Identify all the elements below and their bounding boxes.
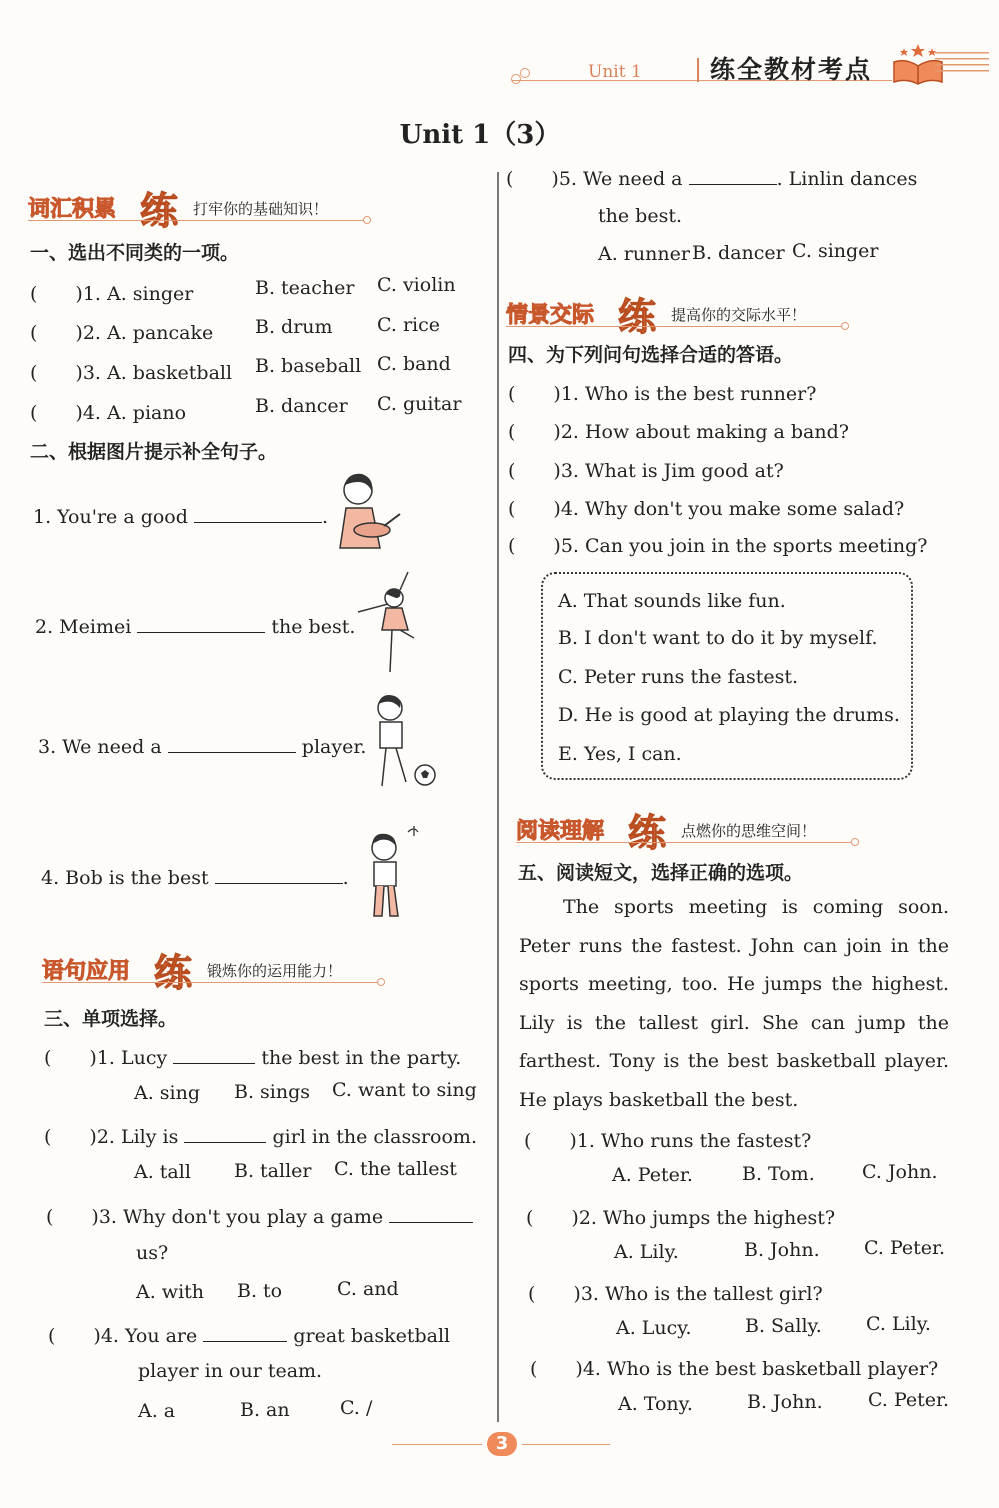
- option-b: B. John.: [744, 1239, 820, 1261]
- section-heading-2: 二、根据图片提示补全句子。: [30, 441, 278, 463]
- answer-option: D. He is good at playing the drums.: [558, 704, 900, 726]
- answer-blank[interactable]: [194, 506, 322, 523]
- option-b: B. Tom.: [742, 1163, 815, 1185]
- answer-blank[interactable]: [168, 736, 296, 753]
- answer-blank[interactable]: [389, 1206, 473, 1223]
- option-b: B. baseball: [255, 355, 362, 377]
- option-a: A. sing: [134, 1082, 201, 1104]
- option-c: C. /: [340, 1397, 373, 1419]
- banner-word: 阅读理解: [516, 819, 605, 844]
- question-text-line2: the best.: [598, 205, 682, 227]
- option-a: A. tall: [134, 1161, 191, 1183]
- dialog-question: ( )2. How about making a band?: [508, 421, 849, 443]
- answer-blank[interactable]: [137, 616, 265, 633]
- banner-word: 语句应用: [42, 959, 131, 984]
- sec2-item: [41, 867, 349, 889]
- option-b: B. teacher: [255, 277, 355, 299]
- option-b: B. sings: [234, 1081, 311, 1103]
- option-c: C. want to sing: [332, 1079, 477, 1101]
- sec2-item: [35, 616, 355, 638]
- banner-dot: [841, 322, 849, 330]
- option-c: C. rice: [377, 314, 440, 336]
- page-number-rule: [392, 1444, 482, 1445]
- reading-question: ( )1. Who runs the fastest?: [524, 1130, 812, 1152]
- question-text-end: us?: [136, 1242, 169, 1264]
- singer-boy-picture: [350, 822, 430, 922]
- question-text: ( )3. Why don't you play a game: [46, 1206, 384, 1228]
- banner-big: 练: [628, 811, 667, 855]
- question-text: ( )4. A. piano: [30, 402, 187, 424]
- option-b: B. dancer: [692, 242, 785, 264]
- sentence-end: player.: [301, 736, 367, 758]
- sec2-item: [38, 736, 366, 758]
- sec3-question-5: [506, 164, 917, 191]
- sentence-end: .: [321, 506, 328, 528]
- banner-sentence: [42, 940, 387, 995]
- banner-tag: 提高你的交际水平！: [671, 306, 807, 324]
- section-heading-3: 三、单项选择。: [44, 1008, 178, 1030]
- header-stripes: [935, 52, 989, 76]
- option-c: C. Peter.: [864, 1237, 946, 1259]
- option-b: B. an: [240, 1399, 290, 1421]
- banner-big: 练: [140, 189, 179, 233]
- option-a: A. Tony.: [618, 1393, 693, 1415]
- option-c: C. guitar: [377, 393, 462, 415]
- page-number-rule: [522, 1444, 610, 1445]
- banner-situation: [506, 284, 851, 339]
- sec3-question-2: [44, 1122, 477, 1149]
- banner-underline: [28, 220, 363, 221]
- banner-tag: 点燃你的思维空间！: [681, 822, 817, 840]
- option-a: A. Lucy.: [616, 1317, 692, 1339]
- reading-passage: The sports meeting is coming soon. Peter runs the fastest. John can join in the sports meeting, too. He jumps the highest. Lily is the tallest girl. She can jump the farthest. Tony is the best basketball player. He plays basketball the best.: [519, 896, 949, 1111]
- option-b: B. Sally.: [745, 1315, 822, 1337]
- option-b: B. John.: [747, 1391, 823, 1413]
- answer-option: B. I don't want to do it by myself.: [558, 627, 878, 649]
- page-title: Unit 1（3）: [399, 120, 561, 150]
- option-c: C. singer: [792, 240, 879, 262]
- answer-blank[interactable]: [203, 1325, 287, 1342]
- reading-question: ( )2. Who jumps the highest?: [526, 1207, 836, 1229]
- answer-option: C. Peter runs the fastest.: [558, 666, 799, 688]
- question-text: ( )5. We need a: [506, 168, 683, 190]
- answer-option: E. Yes, I can.: [558, 743, 682, 765]
- option-a: A. runner: [598, 243, 690, 265]
- banner-big: 练: [618, 295, 657, 339]
- question-text-end: girl in the classroom.: [272, 1126, 477, 1148]
- answer-blank[interactable]: [184, 1126, 266, 1143]
- option-b: B. taller: [234, 1160, 312, 1182]
- sec2-item: [33, 506, 328, 528]
- banner-word: 情景交际: [506, 303, 595, 328]
- question-text: ( )3. A. basketball: [30, 362, 233, 384]
- option-b: B. dancer: [255, 395, 348, 417]
- football-player-picture: [360, 688, 440, 794]
- section-heading-4: 四、为下列问句选择合适的答语。: [508, 344, 794, 366]
- option-a: A. Lily.: [614, 1241, 679, 1263]
- question-text: ( )1. Lucy: [44, 1047, 168, 1069]
- cook-girl-picture: [328, 468, 406, 556]
- sec3-question-4: [48, 1321, 450, 1348]
- banner-tag: 打牢你的基础知识！: [193, 200, 329, 218]
- question-text-end: . Linlin dances: [776, 168, 918, 190]
- banner-underline: [42, 982, 377, 983]
- dialog-question: ( )1. Who is the best runner?: [508, 383, 817, 405]
- answer-blank[interactable]: [689, 168, 777, 185]
- sec3-question-3: [46, 1202, 473, 1229]
- answer-blank[interactable]: [215, 867, 343, 884]
- answer-blank[interactable]: [173, 1047, 255, 1064]
- option-b: B. drum: [255, 316, 333, 338]
- sentence-start: 1. You're a good: [33, 506, 188, 528]
- banner-dot: [363, 216, 371, 224]
- option-c: C. violin: [377, 274, 456, 296]
- sec3-question-1: [44, 1043, 461, 1070]
- sentence-start: 4. Bob is the best: [41, 867, 209, 889]
- sentence-end: .: [342, 867, 349, 889]
- section-heading-1: 一、选出不同类的一项。: [30, 242, 240, 264]
- banner-reading: [516, 800, 861, 855]
- option-c: C. band: [377, 353, 451, 375]
- page-number: 3: [487, 1432, 517, 1456]
- sentence-end: the best.: [271, 616, 356, 638]
- banner-word: 词汇积累: [28, 197, 117, 222]
- banner-vocab: [28, 178, 373, 233]
- banner-tag: 锻炼你的运用能力！: [207, 962, 343, 980]
- header-dot: [511, 74, 521, 84]
- header-unit: Unit 1: [588, 62, 642, 82]
- banner-dot: [851, 838, 859, 846]
- question-text: ( )2. A. pancake: [30, 322, 214, 344]
- question-text-line2: player in our team.: [138, 1360, 323, 1382]
- option-a: A. Peter.: [612, 1164, 693, 1186]
- option-a: A. a: [138, 1400, 176, 1422]
- question-text: ( )1. A. singer: [30, 283, 194, 305]
- banner-underline: [516, 842, 851, 843]
- option-c: C. Lily.: [866, 1313, 931, 1335]
- answer-option: A. That sounds like fun.: [558, 590, 786, 612]
- header-title: 练全教材考点: [710, 55, 873, 84]
- option-c: C. and: [337, 1278, 399, 1300]
- option-c: C. John.: [862, 1161, 938, 1183]
- banner-dot: [377, 978, 385, 986]
- question-text: ( )2. Lily is: [44, 1126, 179, 1148]
- banner-underline: [506, 326, 841, 327]
- question-text-end: the best in the party.: [261, 1047, 462, 1069]
- header-dot: [520, 68, 530, 78]
- reading-question: ( )4. Who is the best basketball player?: [530, 1358, 939, 1380]
- dialog-question: ( )3. What is Jim good at?: [508, 460, 784, 482]
- header-separator: [697, 58, 699, 82]
- dialog-question: ( )5. Can you join in the sports meeting?: [508, 535, 928, 557]
- column-divider: [497, 172, 499, 1422]
- question-text-end: great basketball: [293, 1325, 451, 1347]
- banner-big: 练: [154, 951, 193, 995]
- option-c: C. the tallest: [334, 1158, 457, 1180]
- question-text: ( )4. You are: [48, 1325, 198, 1347]
- option-c: C. Peter.: [868, 1389, 950, 1411]
- option-b: B. to: [237, 1280, 283, 1302]
- sentence-start: 2. Meimei: [35, 616, 132, 638]
- dialog-question: ( )4. Why don't you make some salad?: [508, 498, 905, 520]
- option-a: A. with: [136, 1281, 205, 1303]
- section-heading-5: 五、阅读短文，选择正确的选项。: [518, 862, 804, 884]
- sentence-start: 3. We need a: [38, 736, 162, 758]
- reading-question: ( )3. Who is the tallest girl?: [528, 1283, 823, 1305]
- dancer-picture: [350, 568, 422, 680]
